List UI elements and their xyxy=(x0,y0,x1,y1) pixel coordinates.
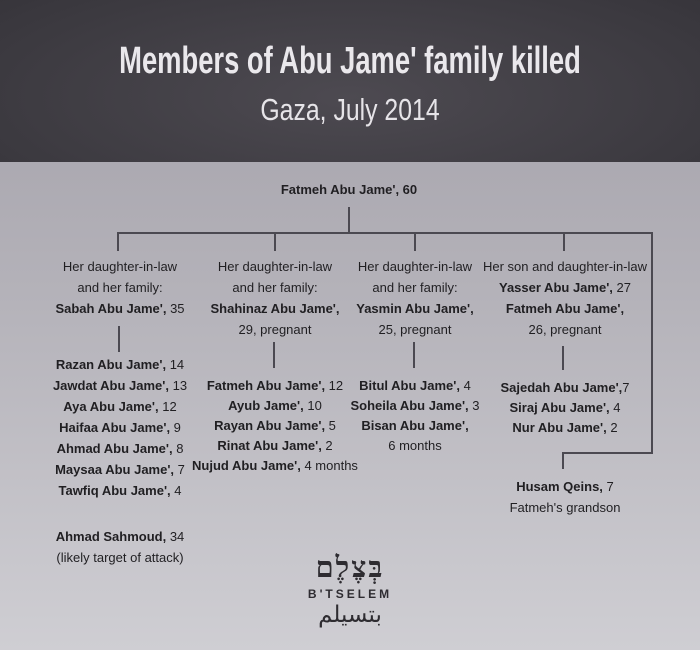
grandson-note xyxy=(470,476,660,518)
family-member: Jawdat Abu Jame', 13 xyxy=(52,378,188,393)
connector-elbow-stub xyxy=(562,452,564,469)
connector-tick-col3 xyxy=(414,232,416,251)
family-member-age: 6 months xyxy=(388,438,442,453)
page-subtitle: Gaza, July 2014 xyxy=(260,92,440,127)
branch4-parent2-detail: 26, pregnant xyxy=(528,322,602,337)
btselem-logo xyxy=(250,550,450,628)
family-member: Tawfiq Abu Jame', 4 xyxy=(58,483,182,498)
family-member: Rayan Abu Jame', 5 xyxy=(214,418,336,433)
branch4-parent2-name: Fatmeh Abu Jame', xyxy=(505,301,625,316)
family-member: Nur Abu Jame', 2 xyxy=(512,420,618,435)
note-detail: Fatmeh's grandson xyxy=(509,500,621,515)
family-member: Ahmad Sahmoud, 34 xyxy=(55,529,185,544)
branch3-parent-detail: 25, pregnant xyxy=(378,322,452,337)
branch1-relation-line2: and her family: xyxy=(77,280,163,295)
connector-col4-stem xyxy=(562,346,564,370)
branch2-parent-detail: 29, pregnant xyxy=(238,322,312,337)
btselem-logo-arabic: بتسيلم xyxy=(318,602,382,628)
family-member: Bisan Abu Jame', xyxy=(361,418,469,433)
tree-root-label: Fatmeh Abu Jame', 60 xyxy=(280,182,418,197)
branch2-relation-line2: and her family: xyxy=(232,280,318,295)
family-member: Maysaa Abu Jame', 7 xyxy=(55,462,185,477)
branch1-parent-name: Sabah Abu Jame', 35 xyxy=(55,301,185,316)
connector-col3-stem xyxy=(413,342,415,368)
family-member: Soheila Abu Jame', 3 xyxy=(350,398,480,413)
btselem-logo-hebrew: בְּצֶלֶם xyxy=(315,550,385,584)
branch4-relation-line1: Her son and daughter-in-law xyxy=(482,259,648,274)
family-member: Rinat Abu Jame', 2 xyxy=(217,438,333,453)
family-member: Razan Abu Jame', 14 xyxy=(55,357,185,372)
family-member: Siraj Abu Jame', 4 xyxy=(509,400,621,415)
connector-tick-col4 xyxy=(563,232,565,251)
family-member: Sajedah Abu Jame',7 xyxy=(500,380,630,395)
branch3-relation-line2: and her family: xyxy=(372,280,458,295)
connector-top-bar xyxy=(117,232,653,234)
family-member: Nujud Abu Jame', 4 months xyxy=(192,458,358,473)
connector-tick-col1 xyxy=(117,232,119,251)
family-member: Ahmad Abu Jame', 8 xyxy=(56,441,184,456)
connector-tick-col2 xyxy=(274,232,276,251)
family-member: Haifaa Abu Jame', 9 xyxy=(59,420,181,435)
family-member: Fatmeh Abu Jame', 12 xyxy=(206,378,344,393)
connector-col1-stem xyxy=(118,326,120,352)
family-member: Ayub Jame', 10 xyxy=(228,398,322,413)
branch1-relation-line1: Her daughter-in-law xyxy=(62,259,178,274)
connector-elbow-horizontal xyxy=(562,452,653,454)
branch4-header xyxy=(470,256,660,340)
family-member: Husam Qeins, 7 xyxy=(516,479,614,494)
btselem-logo-latin: B'TSELEM xyxy=(307,587,393,601)
note-detail: (likely target of attack) xyxy=(56,550,184,565)
branch2-relation-line1: Her daughter-in-law xyxy=(217,259,333,274)
header-band xyxy=(0,0,700,162)
attack-target-note xyxy=(25,526,215,568)
connector-col2-stem xyxy=(273,342,275,368)
branch4-parent1-name: Yasser Abu Jame', 27 xyxy=(499,280,631,295)
branch3-parent-name: Yasmin Abu Jame', xyxy=(356,301,474,316)
family-member: Aya Abu Jame', 12 xyxy=(63,399,177,414)
page-title: Members of Abu Jame' family killed xyxy=(119,40,581,82)
connector-root-stem xyxy=(348,207,350,233)
branch4-members-list xyxy=(470,378,660,438)
branch2-parent-name: Shahinaz Abu Jame', xyxy=(210,301,340,316)
branch3-relation-line1: Her daughter-in-law xyxy=(357,259,473,274)
family-member: Bitul Abu Jame', 4 xyxy=(359,378,471,393)
